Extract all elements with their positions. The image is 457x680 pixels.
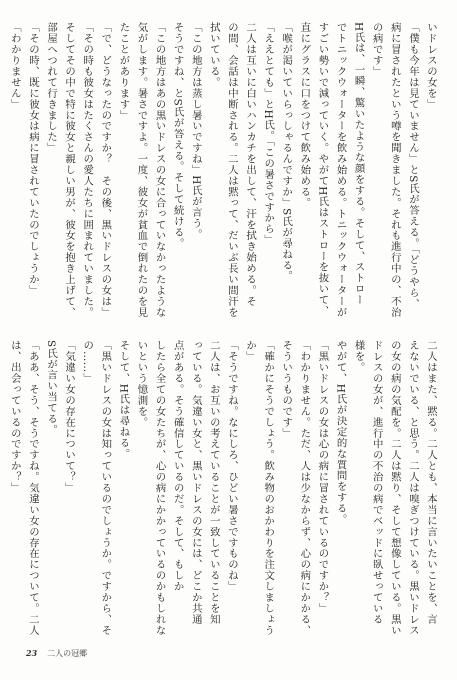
lower-text-block — [9, 340, 437, 636]
lower-text-column: そういうものです」 — [280, 340, 293, 439]
upper-text-column: 二人は互いに白いハンカチを出して、汗を拭き始める。そ — [244, 22, 257, 307]
upper-text-column: 直にグラスに口をつけて飲み始める。 — [298, 22, 311, 209]
upper-text-column: 「僕も今年は見ていません」とS氏が答える。「どうやら、 — [406, 22, 419, 310]
lower-text-column: ドレスの女が、進行中の不治の病でベッドに臥せっている — [370, 340, 383, 625]
upper-text-column: いドレスの女を」 — [425, 22, 437, 110]
upper-text-column: 「わかりません」 — [8, 22, 21, 110]
lower-text-column: の女の病の気配を。二人は黙り、そして想像している。黒い — [388, 340, 401, 636]
lower-text-column: 「確かにそうでしょう。飲み物のおかわりを注文しましょう — [262, 340, 275, 636]
lower-text-column: 「そうですね。なにしろ、ひどい暑さですものね」 — [225, 340, 238, 592]
upper-text-column: 「この地方はあの黒いドレスの女に合っていなかったような — [153, 22, 166, 318]
lower-text-column: S氏が言い当てる。 — [45, 340, 58, 436]
lower-text-column: 二人は、お互いの考えていることが一致していることを知 — [207, 340, 220, 625]
upper-text-column: 「で、どうなったのですか？ その後、黒いドレスの女は」 — [99, 22, 112, 318]
lower-text-column: したら全ての女たちが、心の病にかかっているのかもしれな — [153, 340, 166, 636]
lower-text-column: 「黒いドレスの女は心の病に冒されているのですか？」 — [316, 340, 329, 614]
upper-text-column: そしてその中で特に彼女と親しい男が、彼女を抱き上げて、 — [63, 22, 76, 318]
upper-text-column: すごい勢いで減っていく。やがてH氏はストローを抜いて、 — [316, 22, 329, 317]
running-title: 二人の冠郷 — [47, 649, 88, 658]
upper-text-column: 「ええとても」とH氏。「この暑さですから」 — [262, 22, 275, 246]
upper-text-column: でトニックウォーターを飲み始める。トニックウォーターが — [334, 22, 347, 318]
upper-text-column: 「その時も彼女はたくさんの愛人たちに囲まれていました。 — [81, 22, 94, 318]
page-number: 23 — [26, 648, 38, 658]
lower-text-column: やがて、H氏が決定的な質問をする。 — [334, 340, 347, 525]
upper-text-column: 拭いている。 — [207, 22, 220, 88]
lower-text-column: か」 — [244, 340, 257, 362]
upper-text-column: の間、会話は中断される。二人は黙って、だいぶ長い間汗を — [225, 22, 238, 318]
upper-text-column: たことがあります」 — [117, 22, 130, 121]
upper-text-column: 「喉が渇いていらっしゃるんですか」S氏が尋ねる。 — [280, 22, 293, 282]
upper-text-column: 「その時、既に彼女は病に冒されていたのでしょうか」 — [26, 22, 39, 296]
lower-text-column: いという憶測を。 — [135, 340, 148, 428]
lower-text-column: っている。気違い女と、黒いドレスの女には、どこか共通 — [189, 340, 202, 625]
upper-text-column: 気がします。暑さですよ。一度、彼女が貧血で倒れたのを見 — [135, 22, 148, 318]
lower-text-column: 点がある。そう確信しているのだ。そして、もしか — [171, 340, 184, 592]
lower-text-column: 「気違い女の存在について？」 — [63, 340, 76, 494]
lower-text-column: 「黒いドレスの女は知っているのでしょうか。ですから、そ — [99, 340, 112, 636]
lower-text-column: の……」 — [81, 340, 94, 384]
upper-text-column: 部屋へつれて行きました」 — [45, 22, 58, 154]
upper-text-column: 「この地方は蒸し暑いですね」H氏が言う。 — [189, 22, 202, 240]
lower-text-column: 「ああ、そう、そうですね。気違い女の存在について。二人 — [26, 340, 39, 636]
upper-text-column: そうですね、とS氏が答える。そして続ける。 — [171, 22, 184, 249]
lower-text-column: えないでいる、と思う。二人は嗅ぎつけている。黒いドレス — [406, 340, 419, 636]
upper-text-block — [9, 22, 437, 318]
upper-text-column: H氏は、一瞬、驚いたような顔をする。そして、ストロー — [352, 22, 365, 306]
lower-text-column: 二人はまた、黙る。二人とも、本当に言いたいことを、言 — [425, 340, 437, 625]
upper-text-column: の病です」 — [370, 22, 383, 77]
upper-text-column: 病に冒されたという噂を聞きました。それも進行中の、不治 — [388, 22, 401, 318]
page-footer — [26, 648, 87, 659]
lower-text-column: そして、H氏は尋ねる。 — [117, 340, 130, 460]
lower-text-column: は、出会っているのですか？」 — [8, 340, 21, 494]
lower-text-column: 「わかりません。ただ、人は少なからず、心の病にかかる、 — [298, 340, 311, 636]
lower-text-column: 様を。 — [352, 340, 365, 373]
